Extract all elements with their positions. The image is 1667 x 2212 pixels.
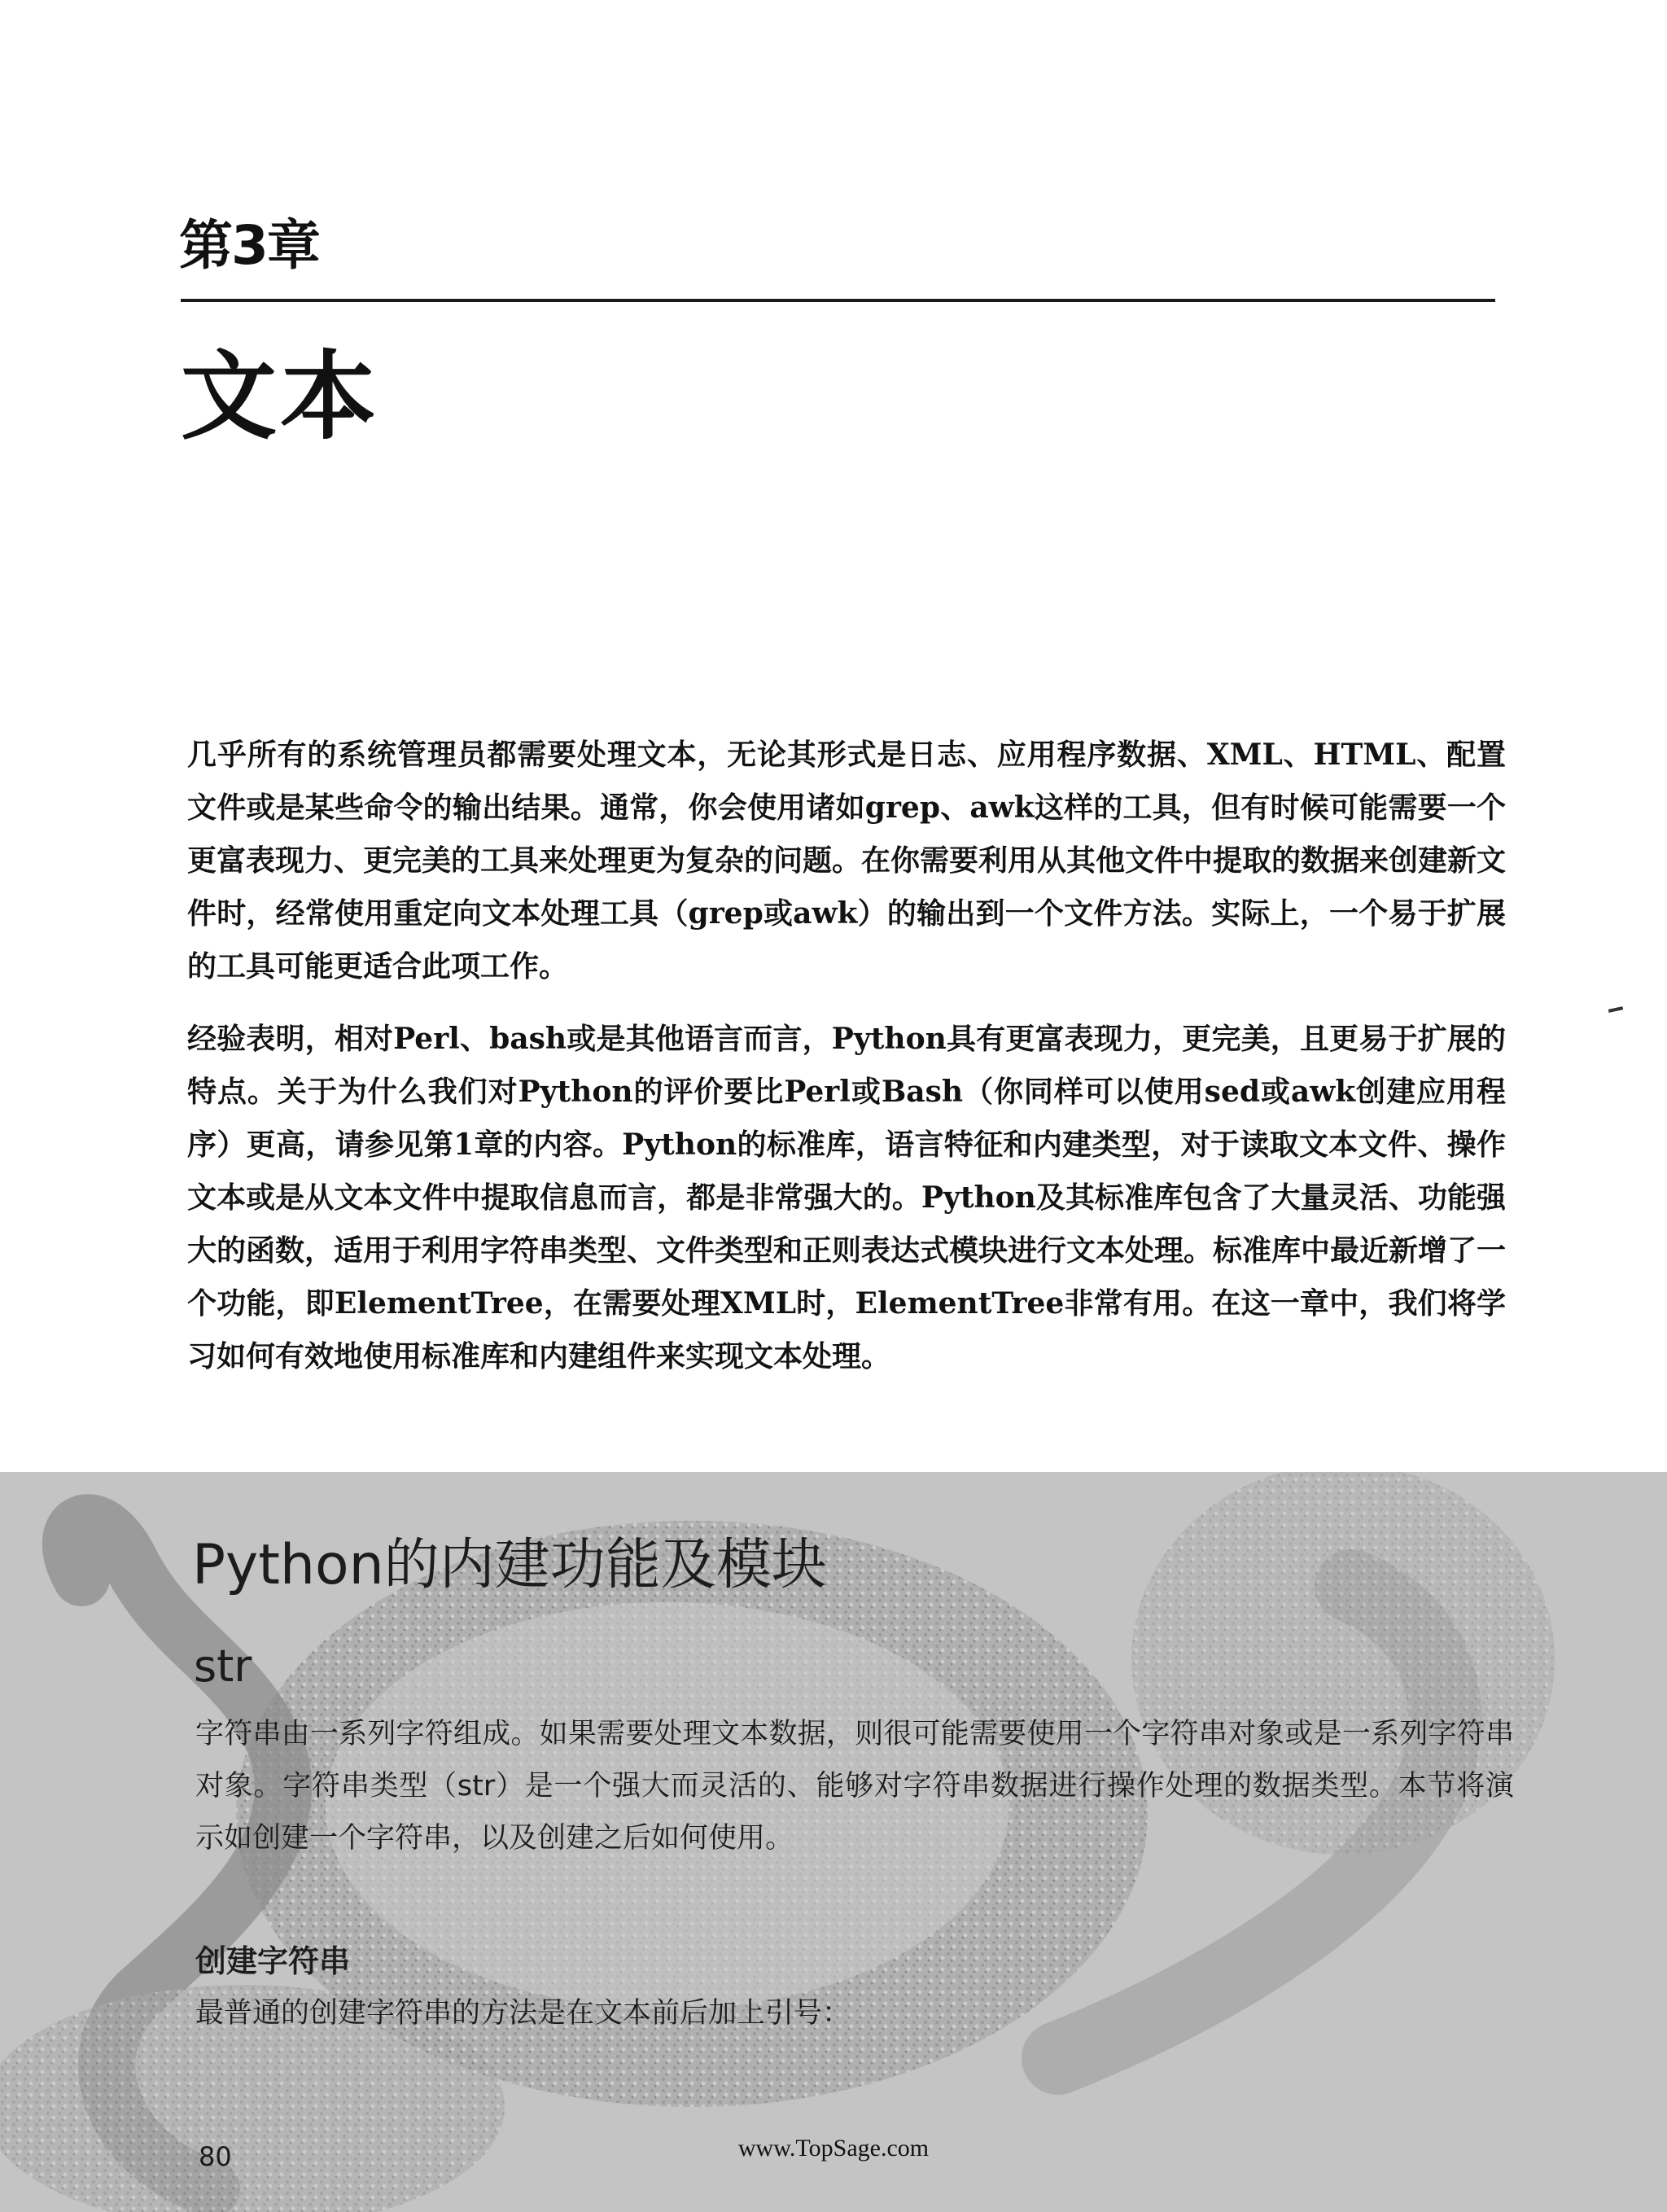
intro-text	[187, 729, 1506, 1403]
footer-watermark-url: www.TopSage.com	[737, 2135, 930, 2162]
scan-artifact	[1608, 1006, 1623, 1013]
section-body: 字符串由一系列字符组成。如果需要处理文本数据，则很可能需要使用一个字符串对象或是一系列字符串对象。字符串类型（str）是一个强大而灵活的、能够对字符串数据进行操作处理的数据类型。本节将演示如创建一个字符串，以及创建之后如何使用。	[195, 1718, 1514, 1855]
chapter-title: 文本	[181, 340, 380, 453]
chapter-divider	[181, 299, 1495, 302]
subsection-heading: str	[194, 1640, 252, 1692]
subsubsection-heading: 创建字符串	[195, 1943, 351, 1979]
section-body-2: 最普通的创建字符串的方法是在文本前后加上引号：	[195, 1997, 851, 2030]
section-heading: Python的内建功能及模块	[192, 1533, 827, 1597]
chapter-label: 第3章	[179, 214, 319, 277]
intro-paragraph-1: 几乎所有的系统管理员都需要处理文本，无论其形式是日志、应用程序数据、XML、HTML、配置文件或是某些命令的输出结果。通常，你会使用诸如grep、awk这样的工具，但有时候可能需要一个更富表现力、更完美的工具来处理更为复杂的问题。在你需要利用从其他文件中提取的数据来创建新文件时，经常使用重定向文本处理工具（grep或awk）的输出到一个文件方法。实际上，一个易于扩展的工具可能更适合此项工作。	[187, 738, 1507, 983]
page-number: 80	[199, 2141, 232, 2172]
intro-paragraph-2: 经验表明，相对Perl、bash或是其他语言而言，Python具有更富表现力，更完美，且更易于扩展的特点。关于为什么我们对Python的评价要比Perl或Bash（你同样可以使用sed或awk创建应用程序）更高，请参见第1章的内容。Python的标准库，语言特征和内建类型，对于读取文本文件、操作文本或是从文本文件中提取信息而言，都是非常强大的。Python及其标准库包含了大量灵活、功能强大的函数，适用于利用字符串类型、文件类型和正则表达式模块进行文本处理。标准库中最近新增了一个功能，即ElementTree，在需要处理XML时，ElementTree非常有用。在这一章中，我们将学习如何有效地使用标准库和内建组件来实现文本处理。	[187, 1022, 1507, 1373]
